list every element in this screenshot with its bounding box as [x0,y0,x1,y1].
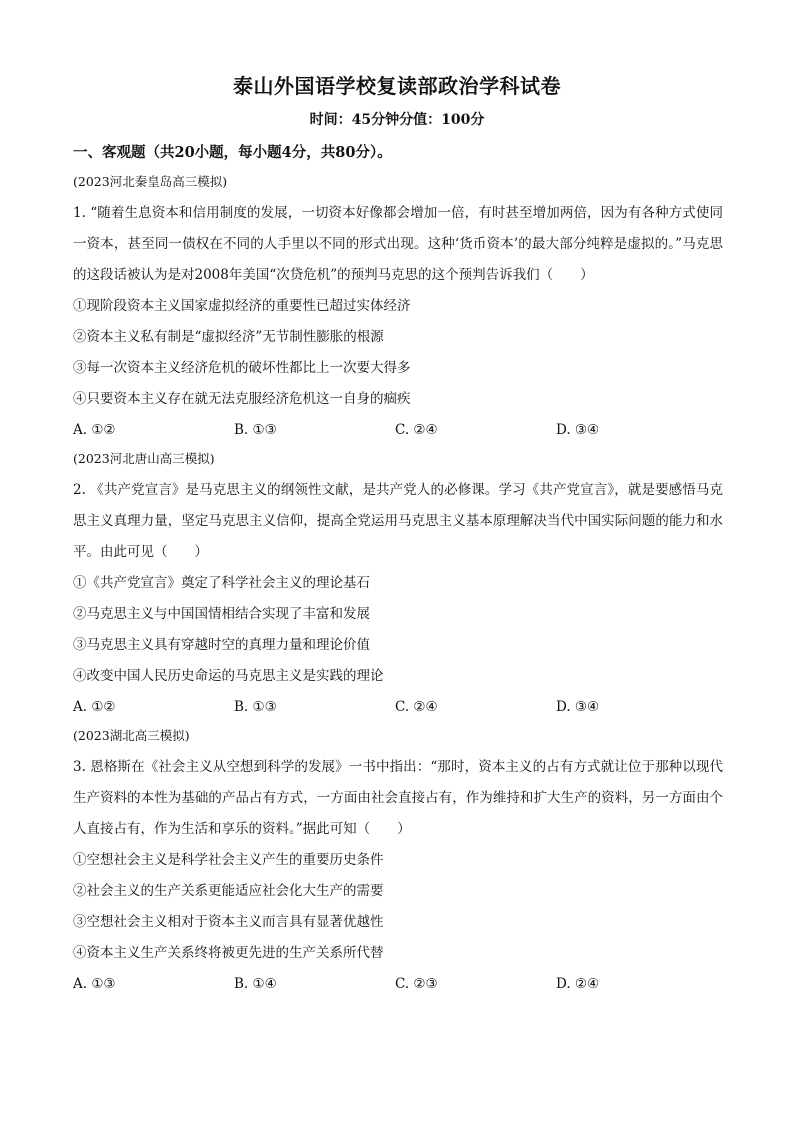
question-stem: 3. 恩格斯在《社会主义从空想到科学的发展》一书中指出：“那时，资本主义的占有方式就让位于那种以现代生产资料的本性为基础的产品占有方式，一方面由社会直接占有，作为维持和扩大生产的资料，另一方面由个人直接占有，作为生活和享乐的资料。”据此可知（ ） [73,759,723,837]
question-stem: 1. “随着生息资本和信用制度的发展，一切资本好像都会增加一倍，有时甚至增加两倍，因为有各种方式使同一资本，甚至同一债权在不同的人手里以不同的形式出现。这种‘货币资本’的最大部分纯粹是虚拟的。”马克思的这段话被认为是对2008年美国“次贷危机”的预判马克思的这个预判告诉我们（ ） [73,205,723,283]
statement-option: ④只要资本主义存在就无法克服经济危机这一自身的痼疾 [73,391,411,407]
question-2 [73,449,723,723]
choice-d[interactable]: D. ②④ [556,976,600,992]
choice-b[interactable]: B. ①③ [234,422,277,438]
statement-option: ②社会主义的生产关系更能适应社会化大生产的需要 [73,883,384,899]
statement-option: ④资本主义生产关系终将被更先进的生产关系所代替 [73,945,384,961]
statement-option: ④改变中国人民历史命运的马克思主义是实践的理论 [73,668,384,684]
statement-option: ③每一次资本主义经济危机的破坏性都比上一次要大得多 [73,360,411,376]
statement-option: ③空想社会主义相对于资本主义而言具有显著优越性 [73,914,384,930]
choice-a[interactable]: A. ①② [73,422,116,438]
statement-option: ①《共产党宣言》奠定了科学社会主义的理论基石 [73,575,370,591]
question-source: (2023河北秦皇岛高三模拟) [73,174,228,189]
statement-option: ①现阶段资本主义国家虚拟经济的重要性已超过实体经济 [73,298,411,314]
choice-c[interactable]: C. ②④ [395,422,438,438]
statement-option: ①空想社会主义是科学社会主义产生的重要历史条件 [73,852,384,868]
question-source: (2023湖北高三模拟) [73,728,190,743]
question-list [73,172,723,1003]
page-title: 泰山外国语学校复读部政治学科试卷 [233,74,561,98]
statement-option: ②马克思主义与中国国情相结合实现了丰富和发展 [73,606,370,622]
answer-choices [73,692,723,723]
choice-c[interactable]: C. ②③ [395,976,438,992]
question-1 [73,172,723,446]
choice-a[interactable]: A. ①② [73,699,116,715]
question-3 [73,726,723,1000]
statement-option: ②资本主义私有制是“虚拟经济”无节制性膨胀的根源 [73,329,384,345]
choice-d[interactable]: D. ③④ [556,699,600,715]
choice-d[interactable]: D. ③④ [556,422,600,438]
choice-c[interactable]: C. ②④ [395,699,438,715]
section-heading: 一、客观题（共20小题，每小题4分，共80分）。 [73,144,392,161]
choice-b[interactable]: B. ①④ [234,976,277,992]
choice-b[interactable]: B. ①③ [234,699,277,715]
answer-choices [73,415,723,446]
choice-a[interactable]: A. ①③ [73,976,116,992]
statement-option: ③马克思主义具有穿越时空的真理力量和理论价值 [73,637,370,653]
exam-info: 时间：45分钟分值：100分 [309,112,485,128]
answer-choices [73,969,723,1000]
question-stem: 2. 《共产党宣言》是马克思主义的纲领性文献，是共产党人的必修课。学习《共产党宣言》，就是要感悟马克思主义真理力量，坚定马克思主义信仰，提高全党运用马克思主义基本原理解决当代中国实际问题的能力和水平。由此可见（ ） [73,482,723,560]
question-source: (2023河北唐山高三模拟) [73,451,215,466]
